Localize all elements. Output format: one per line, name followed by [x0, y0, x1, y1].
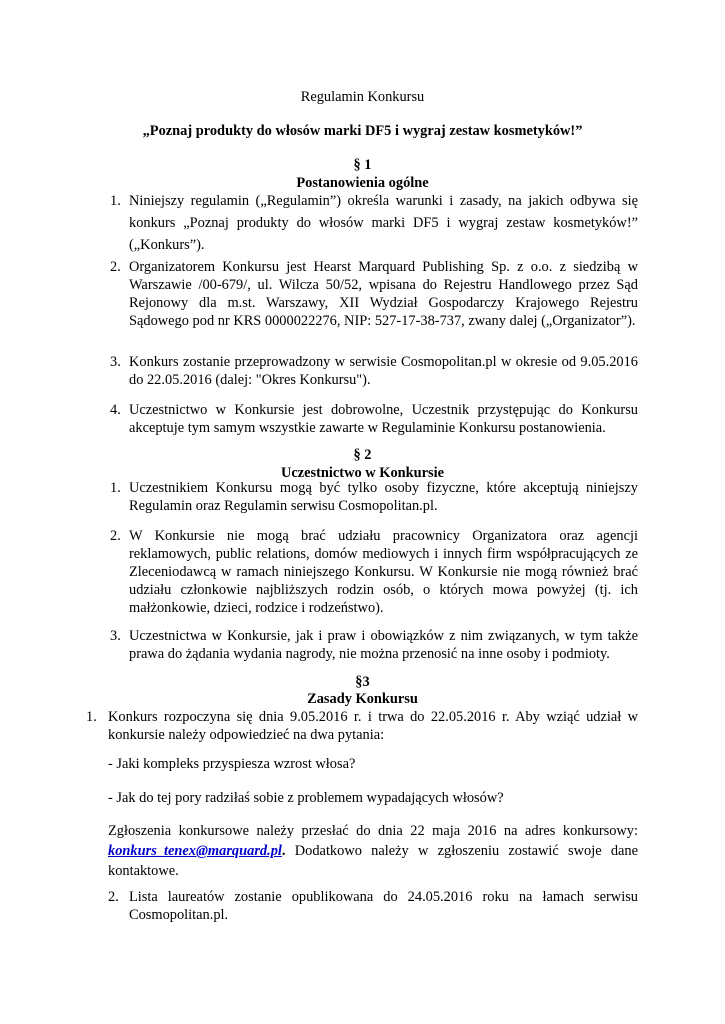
s1-item-3-num: 3. [110, 354, 121, 370]
s1-item-2-num: 2. [110, 259, 121, 275]
s2-item-2-text: W Konkursie nie mogą brać udziału pracownicy Organizatora oraz agencji reklamowych, public relations, domów mediowych i innych firm współpracujących ze Zleceniodawcą w ramach niniejszego Konkursu. W Konkursie nie mogą również brać udziału członkowie najbliższych rodzin osób, o których mowa powyżej (tj. ich małżonkowie, dzieci, rodzice i rodzeństwo). [129, 528, 638, 616]
s3-item-2-text: Lista laureatów zostanie opublikowana do 24.05.2016 roku na łamach serwisu Cosmopolitan.pl. [129, 889, 638, 923]
s2-item-1 [110, 479, 638, 515]
s1-item-2 [110, 258, 638, 330]
document-title: Regulamin Konkursu [300, 89, 425, 105]
s1-item-1-text: Niniejszy regulamin („Regulamin”) określa warunki i zasady, na jakich odbywa się konkurs „Poznaj produkty do włosów marki DF5 i wygraj zestaw kosmetyków!” („Konkurs”). [129, 193, 638, 253]
s2-item-2-num: 2. [110, 528, 121, 544]
s1-item-1 [110, 190, 638, 256]
section-2-title: Uczestnictwo w Konkursie [280, 465, 445, 481]
s1-item-4 [110, 401, 638, 437]
contest-email-link[interactable]: konkurs_tenex@marquard.pl [108, 843, 282, 859]
submission-dot: . [281, 843, 286, 859]
s2-item-3-num: 3. [110, 628, 121, 644]
question-1: - Jaki kompleks przyspiesza wzrost włosa? [108, 756, 356, 772]
s2-item-3-text: Uczestnictwa w Konkursie, jak i praw i obowiązków z nim związanych, w tym także prawa do żądania wydania nagrody, nie można przenosić na inne osoby i podmioty. [129, 628, 638, 662]
s2-item-2 [110, 527, 638, 617]
s1-item-3 [110, 353, 638, 389]
submission-text: Zgłoszenia konkursowe należy przesłać do dnia 22 maja 2016 na adres konkursowy: [108, 823, 638, 839]
section-3-number: §3 [355, 674, 370, 690]
s1-item-3-text: Konkurs zostanie przeprowadzony w serwisie Cosmopolitan.pl w okresie od 9.05.2016 do 22.05.2016 (dalej: "Okres Konkursu"). [129, 354, 638, 388]
submission-text-end: Dodatkowo należy w zgłoszeniu zostawić swoje dane kontaktowe. [108, 843, 638, 879]
s2-item-1-num: 1. [110, 480, 121, 496]
contest-name: „Poznaj produkty do włosów marki DF5 i wygraj zestaw kosmetyków!” [142, 123, 583, 139]
s3-item-1-num: 1. [86, 709, 97, 725]
section-1-number: § 1 [353, 157, 372, 173]
s1-item-4-num: 4. [110, 402, 121, 418]
submission-paragraph [108, 821, 638, 881]
section-3-title: Zasady Konkursu [307, 691, 418, 707]
section-1-title: Postanowienia ogólne [296, 175, 429, 191]
s3-item-1-text: Konkurs rozpoczyna się dnia 9.05.2016 r. i trwa do 22.05.2016 r. Aby wziąć udział w konkursie należy odpowiedzieć na dwa pytania: [108, 709, 638, 743]
s3-item-2-num: 2. [108, 889, 119, 905]
section-2-number: § 2 [353, 447, 372, 463]
s2-item-3 [110, 627, 638, 663]
s3-item-2 [108, 888, 638, 924]
s1-item-1-num: 1. [110, 193, 121, 209]
s3-item-1 [86, 708, 638, 744]
question-2: - Jak do tej pory radziłaś sobie z problemem wypadających włosów? [108, 790, 504, 806]
s1-item-2-text: Organizatorem Konkursu jest Hearst Marquard Publishing Sp. z o.o. z siedzibą w Warszawie /00-679/, ul. Wilcza 50/52, wpisana do Rejestru Handlowego przez Sąd Rejonowy dla m.st. Warszawy, XII Wydział Gospodarczy Krajowego Rejestru Sądowego pod nr KRS 0000022276, NIP: 527-17-38-737, zwany dalej („Organizator”). [129, 259, 638, 329]
s2-item-1-text: Uczestnikiem Konkursu mogą być tylko osoby fizyczne, które akceptują niniejszy Regulamin oraz Regulamin serwisu Cosmopolitan.pl. [129, 480, 638, 514]
s1-item-4-text: Uczestnictwo w Konkursie jest dobrowolne, Uczestnik przystępując do Konkursu akceptuje tym samym wszystkie zawarte w Regulaminie Konkursu postanowienia. [129, 402, 638, 436]
